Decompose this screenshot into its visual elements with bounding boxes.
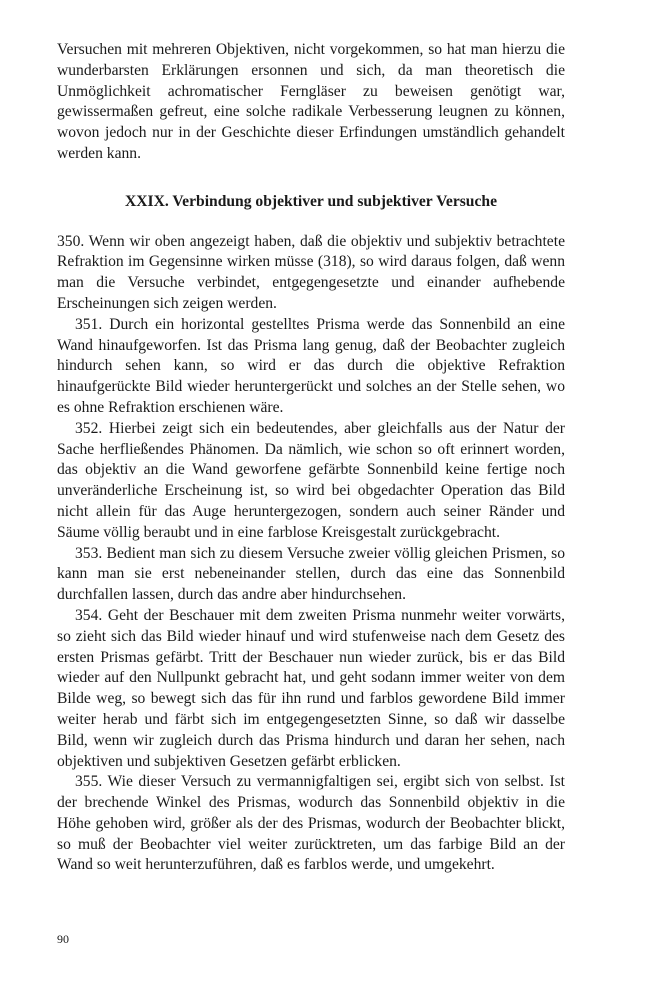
opening-paragraph: Versuchen mit mehreren Objektiven, nicht vorgekommen, so hat man hierzu die wunderbarsten Erklärungen ersonnen und sich, da man theoretisch die Unmöglichkeit achromatischer Ferngläser zu beweisen genötigt war, gewissermaßen gefreut, eine solche radikale Verbesserung leugnen zu können, wovon jedoch nur in der Geschichte dieser Erfindungen umständlich gehandelt werden kann. — [57, 41, 565, 162]
page-number: 90 — [57, 932, 69, 946]
paragraph-353: 353. Bedient man sich zu diesem Versuche zweier völlig gleichen Prismen, so kann man sie erst nebeneinander stellen, durch das eine das Sonnenbild durchfallen lassen, durch das andre aber hindurchsehen. — [57, 544, 565, 604]
book-page — [57, 40, 565, 876]
paragraph-352: 352. Hierbei zeigt sich ein bedeutendes, aber gleichfalls aus der Natur der Sache herfließendes Phänomen. Da nämlich, wie schon so oft erinnert worden, das objektiv an die Wand geworfene gefärbte Sonnenbild keine fertige noch unveränderliche Erscheinung ist, so wird bei obgedachter Operation das Bild nicht allein für das Auge heruntergezogen, sondern auch seiner Ränder und Säume völlig beraubt und in eine farblose Kreisgestalt zurückgebracht. — [57, 419, 565, 541]
paragraph-350: 350. Wenn wir oben angezeigt haben, daß die objektiv und subjektiv betrachtete Refraktion im Gegensinne wirken müsse (318), so wird daraus folgen, daß wenn man die Versuche verbindet, entgegengesetzte und einander aufhebende Erscheinungen sich zeigen werden. — [57, 232, 565, 312]
paragraph-355: 355. Wie dieser Versuch zu vermannigfaltigen sei, ergibt sich von selbst. Ist der brechende Winkel des Prismas, wodurch das Sonnenbild objektiv in die Höhe gehoben wird, größer als der des Prismas, wodurch der Beobachter blickt, so muß der Beobachter viel weiter zurücktreten, um das farbige Bild an der Wand so weit herunterzuführen, daß es farblos werde, und umgekehrt. — [57, 773, 565, 874]
paragraph-351: 351. Durch ein horizontal gestelltes Prisma werde das Sonnenbild an eine Wand hinaufgeworfen. Ist das Prisma lang genug, daß der Beobachter zugleich hindurch sehen kann, so wird er das durch die objektive Refraktion hinaufgerückte Bild wieder heruntergerückt und solches an der Stelle sehen, wo es ohne Refraktion erschienen wäre. — [57, 315, 565, 416]
section-heading: XXIX. Verbindung objektiver und subjektiver Versuche — [124, 192, 497, 210]
paragraph-354: 354. Geht der Beschauer mit dem zweiten Prisma nunmehr weiter vorwärts, so zieht sich das Bild wieder hinauf und wird stufenweise nach dem Gesetz des ersten Prismas gefärbt. Tritt der Beschauer nun wieder zurück, bis er das Bild wieder auf den Nullpunkt gebracht hat, und geht sodann immer weiter von dem Bilde weg, so bewegt sich das für ihn rund und farblos gewordene Bild immer weiter herab und färbt sich im entgegengesetzten Sinne, so daß wir dasselbe Bild, wenn wir zugleich durch das Prisma hindurch und daran her sehen, nach objektiven und subjektiven Gesetzen gefärbt erblicken. — [57, 606, 565, 770]
